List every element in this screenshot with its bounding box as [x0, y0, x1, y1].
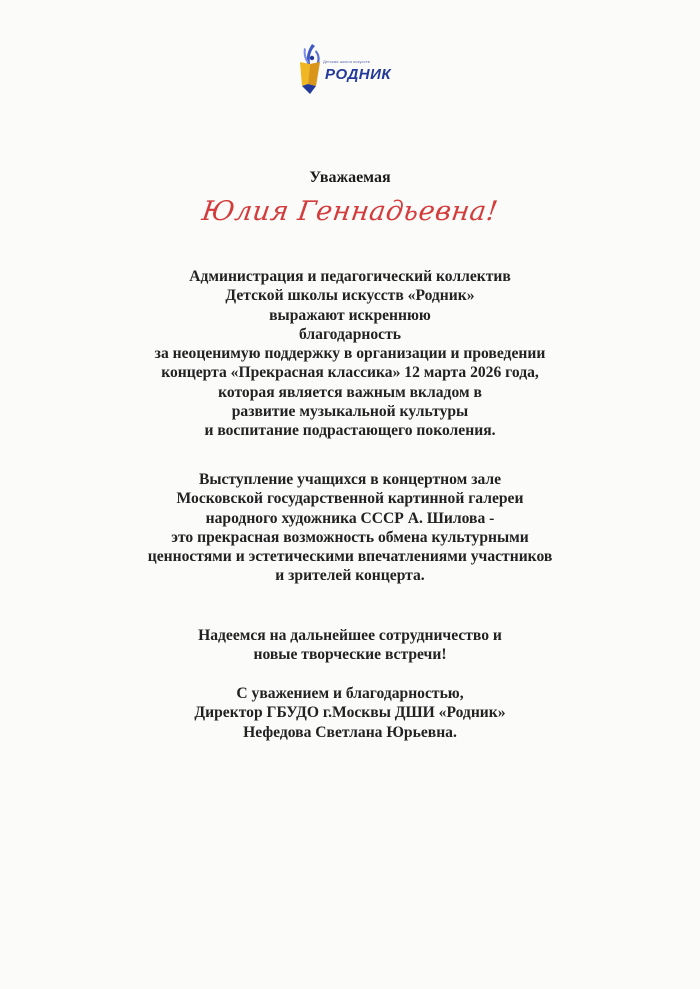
- logo-name: РОДНИК: [325, 66, 392, 83]
- text-line: это прекрасная возможность обмена культурными: [171, 528, 529, 546]
- text-line: новые творческие встречи!: [253, 646, 447, 664]
- text-line: выражают искреннюю: [269, 306, 431, 324]
- paragraph-gratitude: [0, 267, 700, 441]
- paragraph-performance: [0, 470, 700, 586]
- text-line: концерта «Прекрасная классика» 12 марта 2026 года,: [161, 364, 539, 382]
- logo-emblem-icon: [290, 40, 330, 100]
- greeting: Уважаемая: [309, 169, 391, 186]
- paragraph-hope: [0, 626, 700, 665]
- text-line: и зрителей концерта.: [275, 567, 425, 585]
- text-line: которая является важным вкладом в: [218, 383, 482, 401]
- text-line: благодарность: [299, 325, 401, 343]
- text-line: ценностями и эстетическими впечатлениями участников: [147, 548, 553, 566]
- text-line: Надеемся на дальнейшее сотрудничество и: [198, 627, 502, 644]
- text-line: Выступление учащихся в концертном зале: [198, 471, 502, 488]
- signature-line: Директор ГБУДО г.Москвы ДШИ «Родник»: [194, 704, 506, 722]
- school-logo: [290, 40, 430, 100]
- text-line: Администрация и педагогический коллектив: [189, 268, 511, 285]
- text-line: и воспитание подрастающего поколения.: [204, 422, 496, 440]
- text-line: народного художника СССР А. Шилова -: [205, 509, 495, 527]
- logo-subtitle: Детская школа искусств: [323, 59, 370, 64]
- signature-block: [0, 684, 700, 742]
- signature-line: Нефедова Светлана Юрьевна.: [243, 723, 457, 741]
- text-line: Московской государственной картинной галереи: [176, 490, 524, 508]
- signature-line: С уважением и благодарностью,: [236, 685, 464, 702]
- addressee-name: Юлия Геннадьевна!: [200, 196, 500, 227]
- text-line: за неоценимую поддержку в организации и проведении: [154, 345, 546, 363]
- text-line: Детской школы искусств «Родник»: [225, 287, 475, 305]
- text-line: развитие музыкальной культуры: [231, 403, 469, 421]
